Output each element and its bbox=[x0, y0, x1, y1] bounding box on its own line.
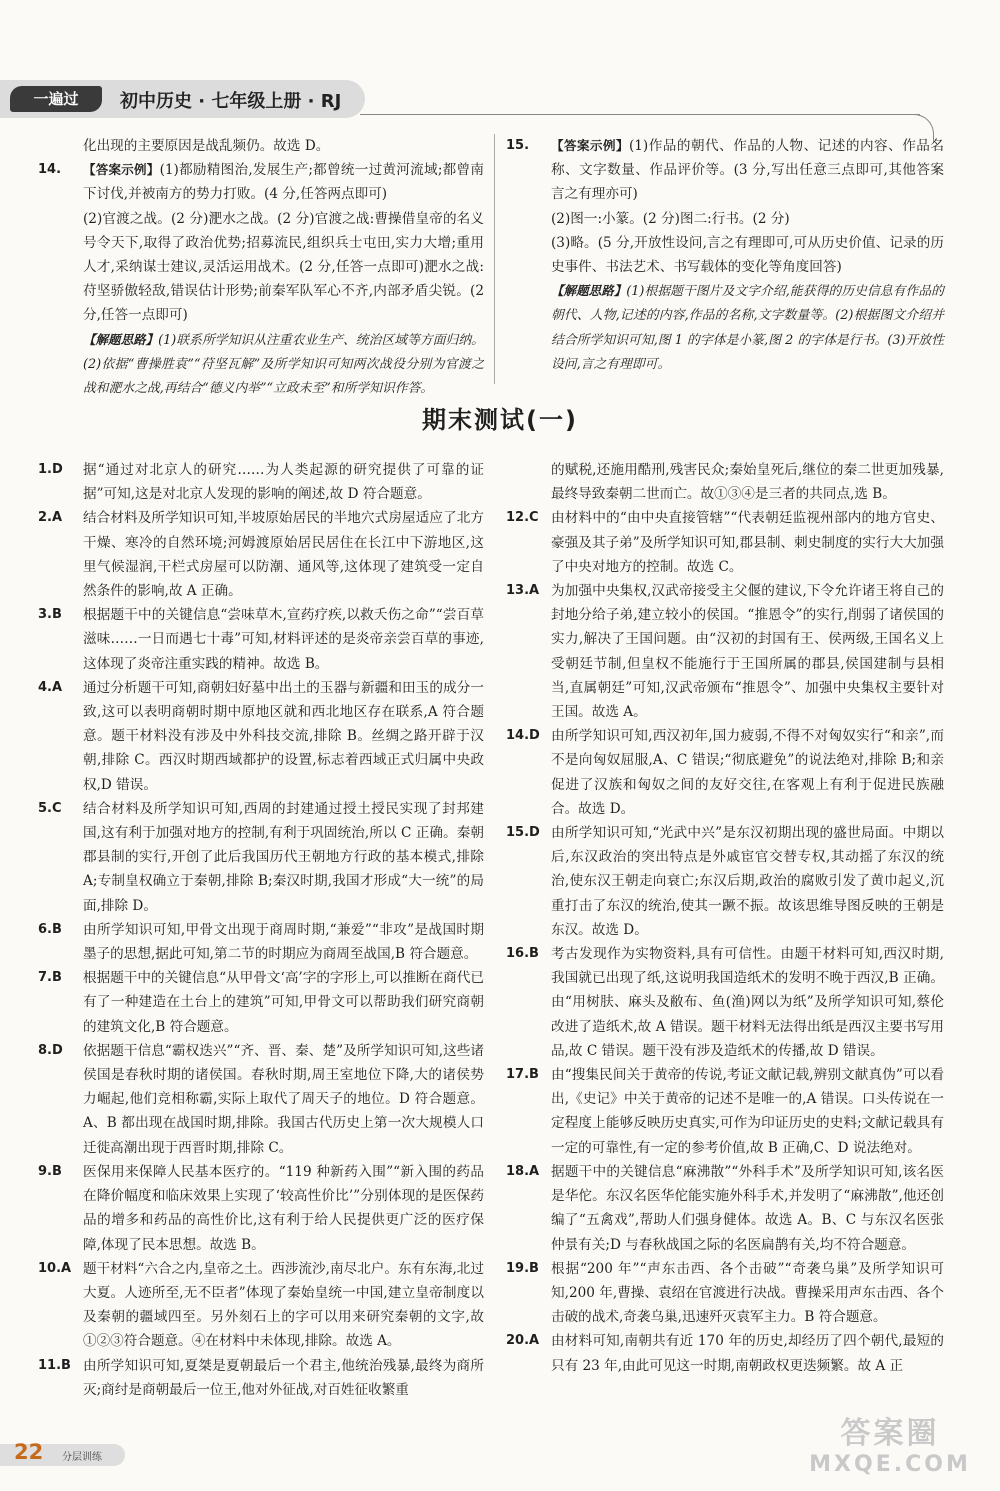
watermark-title: 答案圈 bbox=[840, 1416, 940, 1451]
answer-text: 由所学知识可知,“光武中兴”是东汉初期出现的盛世局面。中期以后,东汉政治的突出特点是外戚宦官交替专权,其动摇了东汉的统治,使东汉王朝走向衰亡;东汉后期,政治的腐败引发了黄巾起义,沉重打击了东汉的统治,使其一蹶不振。故该思维导图反映的王朝是东汉。故选 D。 bbox=[551, 825, 944, 938]
answer-text: 通过分析题干可知,商朝妇好墓中出土的玉器与新疆和田玉的成分一致,这可以表明商朝时期中原地区就和西北地区存在联系,A 符合题意。题干材料没有涉及中外科技交流,排除 B。丝绸之路开辟于汉朝,排除 C。西汉时期西域都护的设置,标志着西域正式归属中央政权,D 错误。 bbox=[83, 679, 484, 793]
answer-text: 题干材料“六合之内,皇帝之土。西涉流沙,南尽北户。东有东海,北过大夏。人迹所至,无不臣者”体现了秦始皇统一中国,建立皇帝制度以及秦朝的疆域四至。另外刻石上的字可以用来研究秦朝的文字,故①②③符合题意。④在材料中未体现,排除。故选 A。 bbox=[83, 1260, 484, 1350]
answer-item bbox=[506, 1063, 944, 1160]
answer-item bbox=[506, 942, 944, 1063]
answer-item bbox=[506, 821, 944, 942]
answer-text: 由材料可知,南朝共有近 170 年的历史,却经历了四个朝代,最短的只有 23 年,由此可见这一时期,南朝政权更迭频繁。故 A 正 bbox=[551, 1333, 944, 1374]
answer-number: 7.B bbox=[38, 970, 62, 986]
bottom-right-column bbox=[506, 458, 944, 1378]
answer-item bbox=[506, 1160, 944, 1257]
column-divider bbox=[494, 134, 495, 384]
page-number: 22 bbox=[14, 1440, 44, 1464]
answer-item bbox=[38, 506, 484, 603]
answer-item bbox=[38, 676, 484, 797]
answer-item bbox=[506, 458, 944, 506]
answer-number: 10.A bbox=[38, 1260, 72, 1276]
answer-item bbox=[38, 458, 484, 506]
answer-item bbox=[38, 918, 484, 966]
answer-item bbox=[38, 1354, 484, 1402]
bottom-left-column bbox=[38, 458, 484, 1402]
answer-item bbox=[38, 797, 484, 918]
watermark-url: MXQE.COM bbox=[809, 1452, 971, 1477]
book-title: 初中历史 · 七年级上册 · RJ bbox=[120, 91, 342, 112]
answer-number: 15.D bbox=[506, 825, 540, 841]
answer-item bbox=[38, 1160, 484, 1257]
section-title: 期末测试(一) bbox=[422, 406, 578, 434]
header-rule bbox=[360, 114, 920, 115]
footer-label: 分层训练 bbox=[62, 1452, 102, 1463]
answer-number: 19.B bbox=[506, 1260, 539, 1276]
answer-text: 根据“200 年”“声东击西、各个击破”“奇袭乌巢”及所学知识可知,200 年,曹操、袁绍在官渡进行决战。曹操采用声东击西、各个击破的战术,奇袭乌巢,迅速歼灭袁军主力。B 符合题意。 bbox=[551, 1260, 944, 1326]
answer-text: 据“通过对北京人的研究……为人类起源的研究提供了可靠的证据”可知,这是对北京人发现的影响的阐述,故 D 符合题意。 bbox=[83, 462, 484, 503]
solution-tag: 【解题思路】 bbox=[83, 331, 159, 347]
answer-number: 4.A bbox=[38, 679, 63, 695]
answer-item bbox=[38, 603, 484, 676]
answer-number: 16.B bbox=[506, 946, 539, 962]
answer-number: 5.C bbox=[38, 800, 62, 816]
answer-number bbox=[506, 458, 551, 506]
answer-number: 18.A bbox=[506, 1163, 540, 1179]
answer-example-tag: 【答案示例】 bbox=[83, 162, 160, 178]
answer-text: 由所学知识可知,夏桀是夏朝最后一个君主,他统治残暴,最终为商所灭;商纣是商朝最后一位王,他对外征战,对百姓征收繁重 bbox=[83, 1357, 484, 1398]
answer-number: 8.D bbox=[38, 1042, 63, 1058]
series-logo: 一遍过 bbox=[10, 86, 102, 112]
answer-item bbox=[38, 1257, 484, 1354]
answer-text: 根据题干中的关键信息“尝味草木,宣药疗疾,以救夭伤之命”“尝百草滋味……一日而遇七十毒”可知,材料评述的是炎帝亲尝百草的事迹,这体现了炎帝注重实践的精神。故选 B。 bbox=[83, 607, 484, 672]
answer-item bbox=[506, 506, 944, 579]
answer-continuation: 化出现的主要原因是战乱频仍。故选 D。 bbox=[83, 138, 330, 154]
answer-number: 11.B bbox=[38, 1357, 71, 1373]
answer-text: 由所学知识可知,甲骨文出现于商周时期,“兼爱”“非攻”是战国时期墨子的思想,据此可知,第二节的时期应为商周至战国,B 符合题意。 bbox=[83, 921, 484, 963]
answer-item bbox=[506, 1329, 944, 1377]
answer-text: 结合材料及所学知识可知,西周的封建通过授土授民实现了封邦建国,这有利于加强对地方的控制,有利于巩固统治,所以 C 正确。秦朝郡县制的实行,开创了此后我国历代王朝地方行政的基本模式,排除 A;专制皇权确立于秦朝,排除 B;秦汉时期,我国才形成“大一统”的局面,排除 D。 bbox=[83, 800, 484, 914]
answer-number: 20.A bbox=[506, 1333, 540, 1349]
answer-number: 13.A bbox=[506, 583, 540, 599]
solution-tag: 【解题思路】 bbox=[551, 283, 627, 299]
answer-text: 依据题干信息“霸权迭兴”“齐、晋、秦、楚”及所学知识可知,这些诸侯国是春秋时期的诸侯国。春秋时期,周王室地位下降,大的诸侯势力崛起,他们竞相称霸,实际上取代了周天子的地位。D 符合题意。A、B 都出现在战国时期,排除。我国古代历史上第一次大规模人口迁徙高潮出现于西晋时期,排除 C。 bbox=[83, 1042, 484, 1156]
answer-text: 的赋税,还施用酷刑,残害民众;秦始皇死后,继位的秦二世更加残暴,最终导致秦朝二世而亡。故①③④是三者的共同点,选 B。 bbox=[551, 462, 944, 503]
answer-number: 1.D bbox=[38, 462, 63, 477]
answer-text: 据题干中的关键信息“麻沸散”“外科手术”及所学知识可知,该名医是华佗。东汉名医华佗能实施外科手术,并发明了“麻沸散”,他还创编了“五禽戏”,帮助人们强身健体。故选 A。B、C 与东汉名医张仲景有关;D 与春秋战国之际的名医扁鹊有关,均不符合题意。 bbox=[551, 1163, 944, 1253]
answer-text: 考古发现作为实物资料,具有可信性。由题干材料可知,西汉时期,我国就已出现了纸,这说明我国造纸术的发明不晚于西汉,B 正确。由“用树肤、麻头及敝布、鱼(渔)网以为纸”及所学知识可知,蔡伦改进了造纸术,故 A 错误。题干材料无法得出纸是西汉主要书写用品,故 C 错误。题干没有涉及造纸术的传播,故 D 错误。 bbox=[551, 946, 944, 1059]
answer-item bbox=[38, 966, 484, 1039]
answer-text: 为加强中央集权,汉武帝接受主父偃的建议,下令允许诸王将自己的封地分给子弟,建立较小的侯国。“推恩令”的实行,削弱了诸侯国的实力,解决了王国问题。由“汉初的封国有王、侯两级,王国名义上受朝廷节制,但皇权不能施行于王国所属的郡县,侯国建制与县相当,直属朝廷”可知,汉武帝颁布“推恩令”、加强中央集权主要针对王国。故选 A。 bbox=[551, 583, 944, 721]
answer-number: 9.B bbox=[38, 1163, 62, 1179]
answer-item bbox=[506, 724, 944, 821]
answer-text: 结合材料及所学知识可知,半坡原始居民的半地穴式房屋适应了北方干燥、寒冷的自然环境;河姆渡原始居民居住在长江中下游地区,这里气候湿润,干栏式房屋可以防潮、通风等,这体现了建筑受一定自然条件的影响,故 A 正确。 bbox=[83, 510, 484, 600]
watermark bbox=[780, 1408, 1000, 1477]
answer-text: 由所学知识可知,西汉初年,国力疲弱,不得不对匈奴实行“和亲”,而不是向匈奴屈服,A、C 错误;“彻底避免”的说法绝对,排除 B;和亲促进了汉族和匈奴之间的友好交往,在客观上有利于促进民族融合。故选 D。 bbox=[551, 728, 944, 817]
answer-item-15: 15. 【答案示例】(1)作品的朝代、作品的人物、记述的内容、作品名称、文字数量、作品评价等。(3 分,写出任意三点即可,其他答案言之有理亦可) (2)图一:小篆。(2 分)图二:行书。(2 分) (3)略。(5 分,开放性设问,言之有理即可,可从历史价值、记录的历史事件、书法艺术、书写载体的变化等角度回答) 【解题思路】(1)根据题干图片及文字介绍,能获得的历史信息有作品的朝代、人物,记述的内容,作品的名称,文字数量等。(2)根据图文介绍并结合所学知识可知,图 1 的字体是小篆,图 2 的字体是行书。(3)开放性设问,言之有理即可。 bbox=[506, 134, 944, 377]
top-left-column bbox=[38, 134, 484, 401]
answer-number: 14.D bbox=[506, 728, 540, 744]
answer-number: 14. bbox=[38, 162, 62, 178]
answer-number: 3.B bbox=[38, 607, 62, 623]
answer-text: 根据题干中的关键信息“从甲骨文‘高’字的字形上,可以推断在商代已有了一种建造在土台上的建筑”可知,甲骨文可以帮助我们研究商朝的建筑文化,B 符合题意。 bbox=[83, 970, 484, 1035]
answer-item-14: 14. 【答案示例】(1)都励精图治,发展生产;都曾统一过黄河流域;都曾南下讨伐,并被南方的势力打败。(4 分,任答两点即可) (2)官渡之战。(2 分)淝水之战。(2 分)官渡之战:曹操借皇帝的名义号令天下,取得了政治优势;招募流民,组织兵士屯田,实力大增;重用人才,采纳谋士建议,灵活运用战术。(2 分,任答一点即可)淝水之战:苻坚骄傲轻敌,错误估计形势;前秦军队军心不齐,内部矛盾尖锐。(2 分,任答一点即可) 【解题思路】(1)联系所学知识从注重农业生产、统治区域等方面归纳。(2)依据“曹操胜袁”“苻坚瓦解”及所学知识可知两次战役分别为官渡之战和淝水之战,再结合“德义内举”“立政未至”和所学知识作答。 bbox=[38, 158, 484, 401]
answer-example-tag: 【答案示例】 bbox=[551, 138, 629, 153]
answer-item bbox=[38, 1039, 484, 1160]
answer-number: 12.C bbox=[506, 510, 539, 526]
answer-item bbox=[506, 1257, 944, 1330]
answer-number: 2.A bbox=[38, 510, 63, 526]
answer-number: 17.B bbox=[506, 1067, 539, 1083]
page-header bbox=[0, 80, 1000, 122]
answer-item bbox=[506, 579, 944, 724]
top-right-column bbox=[506, 134, 944, 377]
answer-text: 医保用来保障人民基本医疗的。“119 种新药入围”“新入围的药品在降价幅度和临床效果上实现了‘较高性价比’”分别体现的是医保药品的增多和药品的高性价比,这有利于给人民提供更广泛的医疗保障,体现了民本思想。故选 B。 bbox=[83, 1163, 484, 1253]
answer-text: 由“搜集民间关于黄帝的传说,考证文献记载,辨别文献真伪”可以看出,《史记》中关于黄帝的记述不是唯一的,A 错误。口头传说在一定程度上能够反映历史真实,可作为印证历史的史料;文献记载具有一定的可靠性,有一定的参考价值,故 B 正确,C、D 说法绝对。 bbox=[551, 1067, 944, 1156]
answer-text: 由材料中的“由中央直接管辖”“代表朝廷监视州部内的地方官史、豪强及其子弟”及所学知识可知,郡县制、刺史制度的实行大大加强了中央对地方的控制。故选 C。 bbox=[551, 510, 944, 575]
answer-number: 15. bbox=[506, 138, 530, 153]
answer-number: 6.B bbox=[38, 921, 62, 937]
